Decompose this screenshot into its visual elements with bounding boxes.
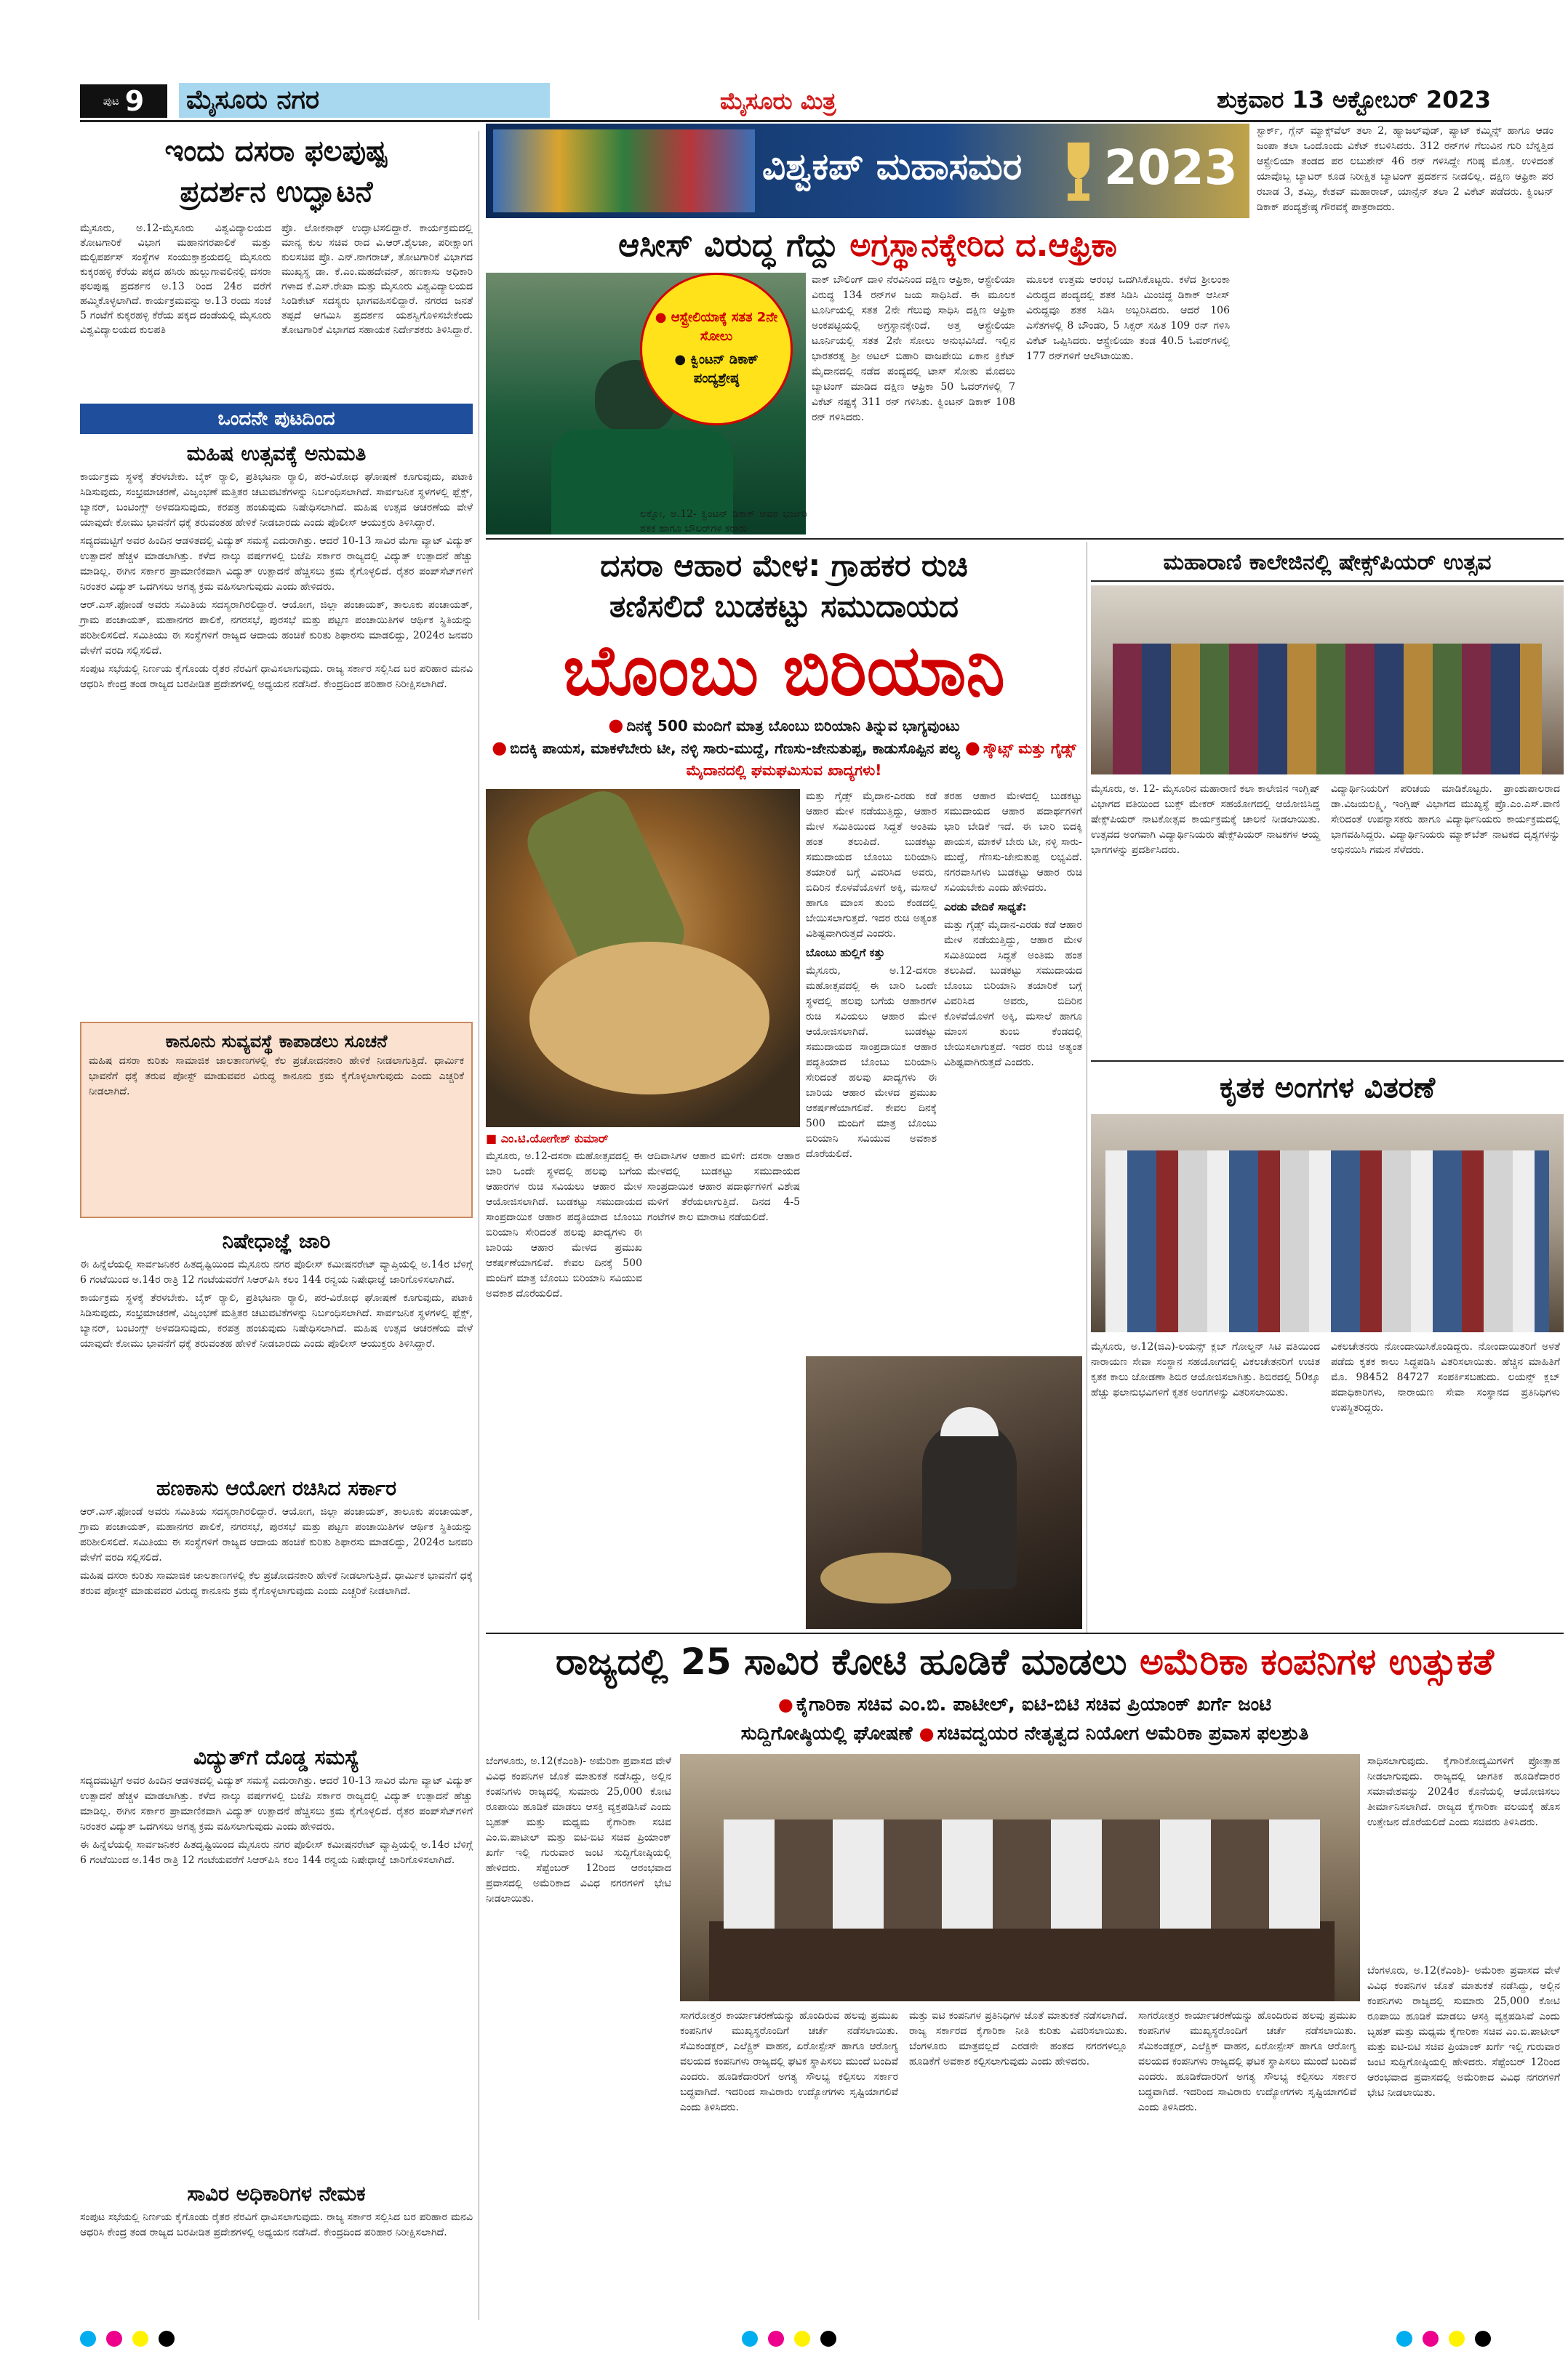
investment-col-3: ಮತ್ತು ಐಟಿ ಕಂಪನಿಗಳ ಪ್ರತಿನಿಧಿಗಳ ಜೊತೆ ಮಾತುಕತೆ ನಡೆಸಲಾಗಿದೆ. ರಾಜ್ಯ ಸರ್ಕಾರದ ಕೈಗಾರಿಕಾ ನೀತಿ ಕುರಿತು ವಿವರಿಸಲಾಯಿತು. ಬೆಂಗಳೂರು ಮಾತ್ರವಲ್ಲದೆ ಎರಡನೇ ಹಂತದ ನಗರಗಳಲ್ಲೂ ಹೂಡಿಕೆಗೆ ಅವಕಾಶ ಕಲ್ಪಿಸಲಾಗುವುದು ಎಂದು ಹೇಳಿದರು. [909, 2010, 1127, 2067]
magenta-dot-icon [106, 2331, 122, 2347]
worldcup-col-2: ಮೂಲಕ ಉತ್ತಮ ಆರಂಭ ಒದಗಿಸಿಕೊಟ್ಟರು. ಕಳೆದ ಶ್ರೀಲಂಕಾ ವಿರುದ್ಧದ ಪಂದ್ಯದಲ್ಲಿ ಶತಕ ಸಿಡಿಸಿ ಮಿಂಚಿದ್ದ ಡಿಕಾಕ್ ಆಸೀಸ್ ವಿರುದ್ಧವೂ ಶತಕ ಸಿಡಿಸಿ ಅಬ್ಬರಿಸಿದರು. ಆದರೆ 106 ಎಸೆತಗಳಲ್ಲಿ 8 ಬೌಂಡರಿ, 5 ಸಿಕ್ಸರ್ ಸಹಿತ 109 ರನ್ ಗಳಿಸಿ ವಿಕೆಟ್ ಒಪ್ಪಿಸಿದರು. ಆಸ್ಟ್ರೇಲಿಯಾ ತಂಡ 40.5 ಓವರ್‌ಗಳಲ್ಲಿ 177 ರನ್‌ಗಳಿಗೆ ಆಲೌಟಾಯಿತು. [1026, 274, 1230, 362]
shakespeare-col-1: ಮೈಸೂರು, ಅ. 12- ಮೈಸೂರಿನ ಮಹಾರಾಣಿ ಕಲಾ ಕಾಲೇಜಿನ ಇಂಗ್ಲಿಷ್ ವಿಭಾಗದ ವತಿಯಿಂದ ಬುಕ್ಸ್ ಮೇಕರ್ ಸಹಯೋಗದಲ್ಲಿ ಆಯೋಜಿಸಿದ್ದ ಷೇಕ್ಸ್‌ಪಿಯರ್ ನಾಟಕೋತ್ಸವ ಕಾರ್ಯಕ್ರಮಕ್ಕೆ ಚಾಲನೆ ನೀಡಲಾಯಿತು. ಉತ್ಸವದ ಅಂಗವಾಗಿ ವಿದ್ಯಾರ್ಥಿನಿಯರು ಷೇಕ್ಸ್‌ಪಿಯರ್ ನಾಟಕಗಳ ಆಯ್ದ ಭಾಗಗಳನ್ನು ಪ್ರದರ್ಶಿಸಿದರು. [1091, 783, 1320, 856]
biryani-article [486, 545, 1082, 781]
power-body-extra: ಈ ಹಿನ್ನೆಲೆಯಲ್ಲಿ ಸಾರ್ವಜನಿಕರ ಹಿತದೃಷ್ಟಿಯಿಂದ ಮೈಸೂರು ನಗರ ಪೊಲೀಸ್ ಕಮೀಷನರೇಟ್ ವ್ಯಾಪ್ತಿಯಲ್ಲಿ ಅ.14ರ ಬೆಳಿಗ್ಗೆ 6 ಗಂಟೆಯಿಂದ ಅ.14ರ ರಾತ್ರಿ 12 ಗಂಟೆಯವರೆಗೆ ಸಿಆರ್‌ಪಿಸಿ ಕಲಂ 144 ರನ್ವಯ ನಿಷೇಧಾಜ್ಞೆ ಜಾರಿಗೊಳಿಸಲಾಗಿದೆ. [80, 1839, 473, 1866]
bullet-icon: ● [964, 737, 980, 758]
investment-col-1: ಬೆಂಗಳೂರು, ಅ.12(ಕೆಎಂಶಿ)- ಅಮೆರಿಕಾ ಪ್ರವಾಸದ ವೇಳೆ ವಿವಿಧ ಕಂಪನಿಗಳ ಜೊತೆ ಮಾತುಕತೆ ನಡೆಸಿದ್ದು, ಅಲ್ಲಿನ ಕಂಪನಿಗಳು ರಾಜ್ಯದಲ್ಲಿ ಸುಮಾರು 25,000 ಕೋಟಿ ರೂಪಾಯಿ ಹೂಡಿಕೆ ಮಾಡಲು ಆಸಕ್ತಿ ವ್ಯಕ್ತಪಡಿಸಿವೆ ಎಂದು ಬೃಹತ್ ಮತ್ತು ಮಧ್ಯಮ ಕೈಗಾರಿಕಾ ಸಚಿವ ಎಂ.ಬಿ.ಪಾಟೀಲ್ ಮತ್ತು ಐಟಿ-ಬಿಟಿ ಸಚಿವ ಪ್ರಿಯಾಂಕ್ ಖರ್ಗೆ ಇಲ್ಲಿ ಗುರುವಾರ ಜಂಟಿ ಸುದ್ದಿಗೋಷ್ಠಿಯಲ್ಲಿ ಹೇಳಿದರು. ಸೆಪ್ಟೆಂಬರ್ 12ರಿಂದ ಆರಂಭವಾದ ಪ್ರವಾಸದಲ್ಲಿ ಅಮೆರಿಕಾದ ವಿವಿಧ ನಗರಗಳಿಗೆ ಭೇಟಿ ನೀಡಲಾಯಿತು. [486, 1756, 671, 1905]
calendar-col-2: ವಿಕಲಚೇತನರು ನೋಂದಾಯಿಸಿಕೊಂಡಿದ್ದರು. ನೋಂದಾಯಿತರಿಗೆ ಅಳತೆ ಪಡೆದು ಕೃತಕ ಕಾಲು ಸಿದ್ಧಪಡಿಸಿ ವಿತರಿಸಲಾಯಿತು. ಹೆಚ್ಚಿನ ಮಾಹಿತಿಗೆ ಮೊ. 98452 84727 ಸಂಪರ್ಕಿಸಬಹುದು. ಲಯನ್ಸ್ ಕ್ಲಬ್ ಪದಾಧಿಕಾರಿಗಳು, ನಾರಾಯಣ ಸೇವಾ ಸಂಸ್ಥಾನದ ಪ್ರತಿನಿಧಿಗಳು ಉಪಸ್ಥಿತರಿದ್ದರು. [1331, 1341, 1560, 1414]
group-standing [1105, 1150, 1549, 1332]
masthead [80, 81, 1491, 122]
mahisha-body-2: ಸದ್ಯದಮಟ್ಟಿಗೆ ಅವರ ಹಿಂದಿನ ಆಡಳಿತದಲ್ಲಿ ವಿದ್ಯುತ್ ಸಮಸ್ಯೆ ಎದುರಾಗಿತ್ತು. ಆದರೆ 10-13 ಸಾವಿರ ಮೆಗಾ ವ್ಯಾಟ್ ವಿದ್ಯುತ್ ಉತ್ಪಾದನೆ ಹೆಚ್ಚಳ ಮಾಡಲಾಗಿತ್ತು. ಕಳೆದ ನಾಲ್ಕು ವರ್ಷಗಳಲ್ಲಿ ಬಿಜೆಪಿ ಸರ್ಕಾರ ರಾಜ್ಯದಲ್ಲಿ ವಿದ್ಯುತ್ ಉತ್ಪಾದನೆ ಹೆಚ್ಚು ಮಾಡಿಲ್ಲ. ಈಗಿನ ಸರ್ಕಾರ ಪ್ರಾಮಾಣಿಕವಾಗಿ ವಿದ್ಯುತ್ ಉತ್ಪಾದನೆ ಹೆಚ್ಚಿಸಲು ಕ್ರಮ ಕೈಗೊಳ್ಳಲಿದೆ. ರೈತರ ಪಂಪ್‌ಸೆಟ್‌ಗಳಿಗೆ ನಿರಂತರ ವಿದ್ಯುತ್ ಒದಗಿಸಲು ಅಗತ್ಯ ಕ್ರಮ ವಹಿಸಲಾಗುವುದು ಎಂದು ಹೇಳಿದರು. [80, 535, 473, 593]
biryani-col-1b: ಆದಿವಾಸಿಗಳ ಆಹಾರ ಮಳಿಗೆ: ದಸರಾ ಆಹಾರ ಮೇಳದಲ್ಲಿ ಬುಡಕಟ್ಟು ಸಮುದಾಯದ ಸಾಂಪ್ರದಾಯಿಕ ಆಹಾರ ಪದಾರ್ಥಗಳಿಗೆ ವಿಶೇಷ ಮಳಿಗೆ ತೆರೆಯಲಾಗುತ್ತಿದೆ. ದಿನದ 4-5 ಗಂಟೆಗಳ ಕಾಲ ಮಾರಾಟ ನಡೆಯಲಿದೆ. [647, 1150, 800, 1223]
investment-headline-black: ರಾಜ್ಯದಲ್ಲಿ 25 ಸಾವಿರ ಕೋಟಿ ಹೂಡಿಕೆ ಮಾಡಲು [555, 1641, 1127, 1683]
cyan-dot-icon [742, 2331, 758, 2347]
section-title: ಮೈಸೂರು ನಗರ [179, 83, 550, 118]
calendar-photo [1091, 1114, 1564, 1332]
biryani-sub-1 [486, 714, 1082, 737]
worldcup-col-3: ಸ್ಟಾರ್ಕ್, ಗ್ಲೆನ್ ಮ್ಯಾಕ್ಸ್‌ವೆಲ್ ತಲಾ 2, ಹ್ಯಾಜಲ್‌ವುಡ್, ಪ್ಯಾಟ್ ಕಮ್ಮಿನ್ಸ್ ಹಾಗೂ ಆಡಂ ಜಂಪಾ ತಲಾ ಒಂದೊಂದು ವಿಕೆಟ್ ಕಬಳಿಸಿದರು. 312 ರನ್‌ಗಳ ಗೆಲುವಿನ ಗುರಿ ಬೆನ್ನತ್ತಿದ ಆಸ್ಟ್ರೇಲಿಯಾ ತಂಡದ ಪರ ಲಬುಶೇನ್ 46 ರನ್ ಗಳಿಸಿದ್ದೇ ಗರಿಷ್ಠ ಮೊತ್ತ. ಉಳಿದಂತೆ ಯಾವೊಬ್ಬ ಬ್ಯಾಟರ್ ಕೂಡ ನಿರೀಕ್ಷಿತ ಬ್ಯಾಟಿಂಗ್ ಪ್ರದರ್ಶನ ನೀಡಲಿಲ್ಲ. ದಕ್ಷಿಣ ಆಫ್ರಿಕಾ ಪರ ರಬಾಡ 3, ಶಮ್ಸಿ, ಕೇಶವ್ ಮಹಾರಾಜ್, ಯಾನ್ಸೆನ್ ತಲಾ 2 ವಿಕೆಟ್ ಪಡೆದರು. ಕ್ವಿಂಟನ್ ಡಿಕಾಕ್ ಪಂದ್ಯಶ್ರೇಷ್ಠ ಗೌರವಕ್ಕೆ ಪಾತ್ರರಾದರು. [1257, 125, 1553, 213]
investment-sub-1 [486, 1691, 1564, 1718]
biryani-col-3-block [944, 789, 1082, 1070]
bullet-icon: ● [777, 1694, 793, 1715]
flower-body-2: ಪ್ರೊ. ಲೋಕನಾಥ್ ಉದ್ಘಾಟಿಸಲಿದ್ದಾರೆ. ಕಾರ್ಯಕ್ರಮದಲ್ಲಿ ಮಾನ್ಯ ಕುಲ ಸಚಿವ ರಾದ ವಿ.ಆರ್.ಶೈಲಜಾ, ಪರೀಕ್ಷಾಂಗ ಕುಲಸಚಿವ ಪ್ರೊ. ಎನ್.ನಾಗರಾಜ್, ತೋಟಗಾರಿಕೆ ವಿಭಾಗದ ಮುಖ್ಯಸ್ಥ ಡಾ. ಕೆ.ಎಂ.ಮಹದೇವನ್, ಹಣಕಾಸು ಅಧಿಕಾರಿ ಗಳಾದ ಕೆ.ಎಸ್.ರೇಖಾ ಮತ್ತು ಮೈಸೂರು ವಿಶ್ವವಿದ್ಯಾಲಯದ ಸಿಂಡಿಕೇಟ್ ಸದಸ್ಯರು ಭಾಗವಹಿಸಲಿದ್ದಾರೆ. ನಗರದ ಜನತೆ ತಪ್ಪದೆ ಆಗಮಿಸಿ ಪ್ರದರ್ಶನ ಯಶಸ್ವಿಗೊಳಿಸಬೇಕೆಂದು ತೋಟಗಾರಿಕೆ ವಿಭಾಗದ ಸಹಾಯಕ ನಿರ್ದೇಶಕರು ತಿಳಿಸಿದ್ದಾರೆ. [281, 223, 473, 336]
mahisha-body-4: ಸಂಪುಟ ಸಭೆಯಲ್ಲಿ ನಿರ್ಣಯ ಕೈಗೊಂಡು ರೈತರ ನೆರವಿಗೆ ಧಾವಿಸಲಾಗುವುದು. ರಾಜ್ಯ ಸರ್ಕಾರ ಸಲ್ಲಿಸಿದ ಬರ ಪರಿಹಾರ ಮನವಿ ಆಧರಿಸಿ ಕೇಂದ್ರ ತಂಡ ರಾಜ್ಯದ ಬರಪೀಡಿತ ಪ್ರದೇಶಗಳಲ್ಲಿ ಅಧ್ಯಯನ ನಡೆಸಿದೆ. ಕೇಂದ್ರದಿಂದ ಪರಿಹಾರ ನಿರೀಕ್ಷಿಸಲಾಗಿದೆ. [80, 663, 473, 690]
mahisha-article [80, 438, 473, 692]
law-box [80, 1022, 473, 1218]
ministers-row [724, 1819, 1320, 1929]
biryani-headline-2: ತಣಿಸಲಿದೆ ಬುಡಕಟ್ಟು ಸಮುದಾಯದ [609, 588, 959, 624]
investment-sub-3-text: ಸಚಿವದ್ವಯರ ನೇತೃತ್ವದ ನಿಯೋಗ ಅಮೆರಿಕಾ ಪ್ರವಾಸ ಫಲಶ್ರುತಿ [937, 1723, 1309, 1745]
investment-col-3b: ಸಾಗರೋತ್ತರ ಕಾರ್ಯಾಚರಣೆಯನ್ನು ಹೊಂದಿರುವ ಹಲವು ಪ್ರಮುಖ ಕಂಪನಿಗಳ ಮುಖ್ಯಸ್ಥರೊಂದಿಗೆ ಚರ್ಚೆ ನಡೆಸಲಾಯಿತು. ಸೆಮಿಕಂಡಕ್ಟರ್, ಎಲೆಕ್ಟ್ರಿಕ್ ವಾಹನ, ಏರೋಸ್ಪೇಸ್ ಹಾಗೂ ಆರೋಗ್ಯ ವಲಯದ ಕಂಪನಿಗಳು ರಾಜ್ಯದಲ್ಲಿ ಘಟಕ ಸ್ಥಾಪಿಸಲು ಮುಂದೆ ಬಂದಿವೆ ಎಂದರು. ಹೂಡಿಕೆದಾರರಿಗೆ ಅಗತ್ಯ ಸೌಲಭ್ಯ ಕಲ್ಪಿಸಲು ಸರ್ಕಾರ ಬದ್ಧವಾಗಿದೆ. ಇದರಿಂದ ಸಾವಿರಾರು ಉದ್ಯೋಗಗಳು ಸೃಷ್ಟಿಯಾಗಲಿವೆ ಎಂದು ತಿಳಿಸಿದರು. [1138, 2010, 1356, 2113]
biryani-col-3: ತರಹ ಆಹಾರ ಮೇಳದಲ್ಲಿ ಬುಡಕಟ್ಟು ಸಮುದಾಯದ ಆಹಾರ ಪದಾರ್ಥಗಳಿಗೆ ಭಾರಿ ಬೇಡಿಕೆ ಇದೆ. ಈ ಬಾರಿ ಬಿದಕ್ಕಿ ಪಾಯಸ, ಮಾಕಳೆ ಬೇರು ಟೀ, ನಳ್ಳಿ ಸಾರು-ಮುದ್ದೆ, ಗೆಣಸು-ಜೇನುತುಪ್ಪ ಲಭ್ಯವಿದೆ. ನಗರವಾಸಿಗಳು ಬುಡಕಟ್ಟು ಆಹಾರ ರುಚಿ ಸವಿಯಬೇಕು ಎಂದು ಹೇಳಿದರು. [944, 790, 1082, 894]
bamboo-biryani-photo [486, 789, 800, 1127]
biryani-col-2-more: ಮೈಸೂರು, ಅ.12-ದಸರಾ ಮಹೋತ್ಸವದಲ್ಲಿ ಈ ಬಾರಿ ಒಂದೇ ಸ್ಥಳದಲ್ಲಿ ಹಲವು ಬಗೆಯ ಆಹಾರಗಳ ರುಚಿ ಸವಿಯಲು ಆಹಾರ ಮೇಳ ಆಯೋಜಿಸಲಾಗಿದೆ. ಬುಡಕಟ್ಟು ಸಮುದಾಯದ ಸಾಂಪ್ರದಾಯಿಕ ಆಹಾರ ಪದ್ಧತಿಯಾದ ಬೊಂಬು ಬಿರಿಯಾನಿ ಸೇರಿದಂತೆ ಹಲವು ಖಾದ್ಯಗಳು ಈ ಬಾರಿಯ ಆಹಾರ ಮೇಳದ ಪ್ರಮುಖ ಆಕರ್ಷಣೆಯಾಗಲಿವೆ. ಕೇವಲ ದಿನಕ್ಕೆ 500 ಮಂದಿಗೆ ಮಾತ್ರ ಬೊಂಬು ಬಿರಿಯಾನಿ ಸವಿಯುವ ಅವಕಾಶ ದೊರೆಯಲಿದೆ. [806, 965, 937, 1160]
biryani-col-2-sub: ಬೊಂಬು ಹುಲ್ಲಿಗೆ ಕತ್ತು [806, 946, 885, 959]
mahisha-body-3: ಆರ್.ಎಸ್.ಫೋಂಡೆ ಅವರು ಸಮಿತಿಯ ಸದಸ್ಯರಾಗಿರಲಿದ್ದಾರೆ. ಆಯೋಗ, ಜಿಲ್ಲಾ ಪಂಚಾಯತ್, ತಾಲೂಕು ಪಂಚಾಯತ್, ಗ್ರಾಮ ಪಂಚಾಯತ್, ಮಹಾನಗರ ಪಾಲಿಕೆ, ನಗರಸಭೆ, ಪುರಸಭೆ ಮತ್ತು ಪಟ್ಟಣ ಪಂಚಾಯಿತಿಗಳ ಆರ್ಥಿಕ ಸ್ಥಿತಿಯನ್ನು ಪರಿಶೀಲಿಸಲಿದೆ. ಸಮಿತಿಯು ಈ ಸಂಸ್ಥೆಗಳಿಗೆ ರಾಜ್ಯದ ಆದಾಯ ಹಂಚಿಕೆ ಕುರಿತು ಶಿಫಾರಸು ಮಾಡಲಿದ್ದು, 2024ರ ಜನವರಿ ವೇಳೆಗೆ ವರದಿ ಸಲ್ಲಿಸಲಿದೆ. [80, 599, 473, 657]
registration-marks-left [80, 2331, 185, 2347]
investment-sub-2-text: ಸುದ್ದಿಗೋಷ್ಠಿಯಲ್ಲಿ ಘೋಷಣೆ [740, 1723, 913, 1745]
investment-headline [486, 1638, 1564, 1686]
paper-name: ಮೈಸೂರು ಮಿತ್ರ [720, 87, 836, 115]
investment-col-2: ಸಾಗರೋತ್ತರ ಕಾರ್ಯಾಚರಣೆಯನ್ನು ಹೊಂದಿರುವ ಹಲವು ಪ್ರಮುಖ ಕಂಪನಿಗಳ ಮುಖ್ಯಸ್ಥರೊಂದಿಗೆ ಚರ್ಚೆ ನಡೆಸಲಾಯಿತು. ಸೆಮಿಕಂಡಕ್ಟರ್, ಎಲೆಕ್ಟ್ರಿಕ್ ವಾಹನ, ಏರೋಸ್ಪೇಸ್ ಹಾಗೂ ಆರೋಗ್ಯ ವಲಯದ ಕಂಪನಿಗಳು ರಾಜ್ಯದಲ್ಲಿ ಘಟಕ ಸ್ಥಾಪಿಸಲು ಮುಂದೆ ಬಂದಿವೆ ಎಂದರು. ಹೂಡಿಕೆದಾರರಿಗೆ ಅಗತ್ಯ ಸೌಲಭ್ಯ ಕಲ್ಪಿಸಲು ಸರ್ಕಾರ ಬದ್ಧವಾಗಿದೆ. ಇದರಿಂದ ಸಾವಿರಾರು ಉದ್ಯೋಗಗಳು ಸೃಷ್ಟಿಯಾಗಲಿವೆ ಎಂದು ತಿಳಿಸಿದರು. [680, 2010, 898, 2113]
biryani-sub-1-text: ದಿನಕ್ಕೆ 500 ಮಂದಿಗೆ ಮಾತ್ರ ಬೊಂಬು ಬಿರಿಯಾನಿ ತಿನ್ನುವ ಭಾಗ್ಯವುಂಟು [626, 717, 960, 734]
worldcup-col-1: ವಾಕ್ ಬೌಲಿಂಗ್ ದಾಳಿ ನೆರವಿನಿಂದ ದಕ್ಷಿಣ ಆಫ್ರಿಕಾ, ಆಸ್ಟ್ರೇಲಿಯಾ ವಿರುದ್ಧ 134 ರನ್‌ಗಳ ಜಯ ಸಾಧಿಸಿದೆ. ಈ ಮೂಲಕ ಟೂರ್ನಿಯಲ್ಲಿ ಸತತ 2ನೇ ಗೆಲುವು ಸಾಧಿಸಿ ದಕ್ಷಿಣ ಆಫ್ರಿಕಾ ಅಂಕಪಟ್ಟಿಯಲ್ಲಿ ಅಗ್ರಸ್ಥಾನಕ್ಕೇರಿದೆ. ಅತ್ತ ಆಸ್ಟ್ರೇಲಿಯಾ ಟೂರ್ನಿಯಲ್ಲಿ ಸತತ 2ನೇ ಸೋಲು ಅನುಭವಿಸಿದೆ. ಇಲ್ಲಿನ ಭಾರತರತ್ನ ಶ್ರೀ ಅಟಲ್ ಬಿಹಾರಿ ವಾಜಪೇಯಿ ಏಕಾನ ಕ್ರಿಕೆಟ್ ಮೈದಾನದಲ್ಲಿ ನಡೆದ ಪಂದ್ಯದಲ್ಲಿ ಟಾಸ್ ಸೋತು ಮೊದಲು ಬ್ಯಾಟಿಂಗ್ ಮಾಡಿದ ದಕ್ಷಿಣ ಆಫ್ರಿಕಾ 50 ಓವರ್‌ಗಳಲ್ಲಿ 7 ವಿಕೆಟ್ ನಷ್ಟಕ್ಕೆ 311 ರನ್ ಗಳಿಸಿತು. ಕ್ವಿಂಟನ್ ಡಿಕಾಕ್ 108 ರನ್ ಗಳಿಸಿದರು. [812, 274, 1015, 423]
investment-sub-1-text: ಕೈಗಾರಿಕಾ ಸಚಿವ ಎಂ.ಬಿ. ಪಾಟೀಲ್, ಐಟಿ-ಬಿಟಿ ಸಚಿವ ಪ್ರಿಯಾಂಕ್ ಖರ್ಗೆ ಜಂಟಿ [796, 1694, 1272, 1716]
finance-title: ಹಣಕಾಸು ಆಯೋಗ ರಚಿಸಿದ ಸರ್ಕಾರ [156, 1476, 397, 1500]
magenta-dot-icon [1423, 2331, 1439, 2347]
power-article [80, 1742, 473, 1868]
worldcup-caption: ಲಕ್ನೋ, ಅ.12- ಕ್ವಿಂಟನ್ ಡಿಕಾಕ್ ಅವರ ಭರ್ಜರಿ ಶತಕ ಹಾಗೂ ಬೌಲರ್‌ಗಳ ಕರಾರು [640, 508, 807, 535]
biryani-sub-2 [486, 737, 1082, 781]
worldcup-banner [486, 124, 1249, 218]
flower-headline-1: ಇಂದು ದಸರಾ ಫಲಪುಷ್ಪ [164, 135, 388, 168]
shakespeare-headline: ಮಹಾರಾಣಿ ಕಾಲೇಜಿನಲ್ಲಿ ಷೇಕ್ಸ್‌ಪಿಯರ್ ಉತ್ಸವ [1091, 545, 1564, 582]
biryani-sub-2-text: ಬಿದಕ್ಕಿ ಪಾಯಸ, ಮಾಕಳೆಬೇರು ಟೀ, ನಳ್ಳಿ ಸಾರು-ಮುದ್ದೆ, ಗೆಣಸು-ಜೇನುತುಪ್ಪ, ಕಾಡುಸೊಪ್ಪಿನ ಪಲ್ಯ [510, 740, 960, 757]
worldcup-headline-red: ಅಗ್ರಸ್ಥಾನಕ್ಕೇರಿದ ದ.ಆಫ್ರಿಕಾ [849, 227, 1117, 264]
cyan-dot-icon [80, 2331, 96, 2347]
investment-headline-red: ಅಮೆರಿಕಾ ಕಂಪನಿಗಳ ಉತ್ಸುಕತೆ [1139, 1641, 1495, 1683]
cook-cap [940, 1407, 999, 1436]
page-number: 9 [124, 85, 145, 117]
investment-divider [486, 1633, 1564, 1634]
shakespeare-photo [1091, 585, 1564, 774]
finance-body: ಆರ್.ಎಸ್.ಫೋಂಡೆ ಅವರು ಸಮಿತಿಯ ಸದಸ್ಯರಾಗಿರಲಿದ್ದಾರೆ. ಆಯೋಗ, ಜಿಲ್ಲಾ ಪಂಚಾಯತ್, ತಾಲೂಕು ಪಂಚಾಯತ್, ಗ್ರಾಮ ಪಂಚಾಯತ್, ಮಹಾನಗರ ಪಾಲಿಕೆ, ನಗರಸಭೆ, ಪುರಸಭೆ ಮತ್ತು ಪಟ್ಟಣ ಪಂಚಾಯಿತಿಗಳ ಆರ್ಥಿಕ ಸ್ಥಿತಿಯನ್ನು ಪರಿಶೀಲಿಸಲಿದೆ. ಸಮಿತಿಯು ಈ ಸಂಸ್ಥೆಗಳಿಗೆ ರಾಜ್ಯದ ಆದಾಯ ಹಂಚಿಕೆ ಕುರಿತು ಶಿಫಾರಸು ಮಾಡಲಿದ್ದು, 2024ರ ಜನವರಿ ವೇಳೆಗೆ ವರದಿ ಸಲ್ಲಿಸಲಿದೆ. [80, 1506, 473, 1564]
calendar-col-1: ಮೈಸೂರು, ಅ.12(ಜಿಎ)-ಲಯನ್ಸ್ ಕ್ಲಬ್ ಗೋಲ್ಡನ್ ಸಿಟಿ ವತಿಯಿಂದ ನಾರಾಯಣ ಸೇವಾ ಸಂಸ್ಥಾನ ಸಹಯೋಗದಲ್ಲಿ ವಿಕಲಚೇತನರಿಗೆ ಉಚಿತ ಕೃತಕ ಕಾಲು ಜೋಡಣಾ ಶಿಬಿರ ಆಯೋಜಿಸಲಾಗಿತ್ತು. ಶಿಬಿರದಲ್ಲಿ 50ಕ್ಕೂ ಹೆಚ್ಚು ಫಲಾನುಭವಿಗಳಿಗೆ ಕೃತಕ ಅಂಗಗಳನ್ನು ವಿತರಿಸಲಾಯಿತು. [1091, 1341, 1320, 1398]
rice-pile [529, 942, 769, 1094]
press-table [709, 1921, 1335, 2001]
officers-body: ಸಂಪುಟ ಸಭೆಯಲ್ಲಿ ನಿರ್ಣಯ ಕೈಗೊಂಡು ರೈತರ ನೆರವಿಗೆ ಧಾವಿಸಲಾಗುವುದು. ರಾಜ್ಯ ಸರ್ಕಾರ ಸಲ್ಲಿಸಿದ ಬರ ಪರಿಹಾರ ಮನವಿ ಆಧರಿಸಿ ಕೇಂದ್ರ ತಂಡ ರಾಜ್ಯದ ಬರಪೀಡಿತ ಪ್ರದೇಶಗಳಲ್ಲಿ ಅಧ್ಯಯನ ನಡೆಸಿದೆ. ಕೇಂದ್ರದಿಂದ ಪರಿಹಾರ ನಿರೀಕ್ಷಿಸಲಾಗಿದೆ. [80, 2211, 473, 2238]
biryani-headline-1: ದಸರಾ ಆಹಾರ ಮೇಳ: ಗ್ರಾಹಕರ ರುಚಿ [600, 548, 968, 583]
yellow-dot-icon [794, 2331, 810, 2347]
prohibition-body: ಈ ಹಿನ್ನೆಲೆಯಲ್ಲಿ ಸಾರ್ವಜನಿಕರ ಹಿತದೃಷ್ಟಿಯಿಂದ ಮೈಸೂರು ನಗರ ಪೊಲೀಸ್ ಕಮೀಷನರೇಟ್ ವ್ಯಾಪ್ತಿಯಲ್ಲಿ ಅ.14ರ ಬೆಳಿಗ್ಗೆ 6 ಗಂಟೆಯಿಂದ ಅ.14ರ ರಾತ್ರಿ 12 ಗಂಟೆಯವರೆಗೆ ಸಿಆರ್‌ಪಿಸಿ ಕಲಂ 144 ರನ್ವಯ ನಿಷೇಧಾಜ್ಞೆ ಜಾರಿಗೊಳಿಸಲಾಗಿದೆ. [80, 1259, 473, 1286]
trophy-icon [1060, 135, 1097, 208]
prohibition-article [80, 1225, 473, 1352]
worldcup-banner-title: ವಿಶ್ವಕಪ್ ಮಹಾಸಮರ [762, 145, 1023, 188]
page-badge [80, 84, 167, 118]
shakespeare-article [1091, 545, 1564, 582]
biryani-col-3-sub: ಎರಡು ವೇದಿಕೆ ಸಾಧ್ಯತೆ: [944, 900, 1027, 913]
yellow-dot-icon [132, 2331, 148, 2347]
biryani-col-2-block [806, 789, 937, 1162]
calendar-divider [1091, 1060, 1564, 1062]
finance-body-extra: ಮಹಿಷ ದಸರಾ ಕುರಿತು ಸಾಮಾಜಿಕ ಜಾಲತಾಣಗಳಲ್ಲಿ ಕೆಲ ಪ್ರಚೋದನಕಾರಿ ಹೇಳಿಕೆ ನೀಡಲಾಗುತ್ತಿದೆ. ಧಾರ್ಮಿಕ ಭಾವನೆಗೆ ಧಕ್ಕೆ ತರುವ ಪೋಸ್ಟ್ ಮಾಡುವವರ ವಿರುದ್ಧ ಕಾನೂನು ಕ್ರಮ ಕೈಗೊಳ್ಳಲಾಗುವುದು ಎಂದು ಎಚ್ಚರಿಕೆ ನೀಡಲಾಗಿದೆ. [80, 1570, 473, 1597]
worldcup-headline [486, 224, 1249, 268]
mahisha-body: ಕಾರ್ಯಕ್ರಮ ಸ್ಥಳಕ್ಕೆ ತೆರಳಬೇಕು. ಬೈಕ್ ರ್‍ಯಾಲಿ, ಪ್ರತಿಭಟನಾ ರ್‍ಯಾಲಿ, ಪರ-ವಿರೋಧ ಘೋಷಣೆ ಕೂಗುವುದು, ಪಟಾಕಿ ಸಿಡಿಸುವುದು, ಸಂಭ್ರಮಾಚರಣೆ, ವಿಜೃಂಭಣೆ ಮತ್ತಿತರ ಚಟುವಟಿಕೆಗಳನ್ನು ನಿರ್ಬಂಧಿಸಲಾಗಿದೆ. ಸಾರ್ವಜನಿಕ ಸ್ಥಳಗಳಲ್ಲಿ ಫ್ಲೆಕ್ಸ್, ಬ್ಯಾನರ್, ಬಂಟಿಂಗ್ಸ್ ಅಳವಡಿಸುವುದು, ಕರಪತ್ರ ಹಂಚುವುದು ನಿಷೇಧಿಸಲಾಗಿದೆ. ಮಹಿಷ ಉತ್ಸವ ಆಚರಣೆಯ ವೇಳೆ ಯಾವುದೇ ಕೋಮು ಭಾವನೆಗೆ ಧಕ್ಕೆ ತರುವಂತಹ ಹೇಳಿಕೆ ನೀಡಬಾರದು ಎಂದು ಪೊಲೀಸ್ ಆಯುಕ್ತರು ತಿಳಿಸಿದ್ದಾರೆ. [80, 471, 473, 529]
press-meet-photo [680, 1754, 1360, 2001]
worldcup-headline-black: ಆಸೀಸ್ ವಿರುದ್ಧ ಗೆದ್ದು [618, 227, 839, 264]
biryani-col-3-more: ಮತ್ತು ಗೈಡ್ಸ್ ಮೈದಾನ-ಎರಡು ಕಡೆ ಆಹಾರ ಮೇಳ ನಡೆಯುತ್ತಿದ್ದು, ಆಹಾರ ಮೇಳ ಸಮಿತಿಯಿಂದ ಸಿದ್ಧತೆ ಅಂತಿಮ ಹಂತ ತಲುಪಿದೆ. ಬುಡಕಟ್ಟು ಸಮುದಾಯದ ಬೊಂಬು ಬಿರಿಯಾನಿ ತಯಾರಿಕೆ ಬಗ್ಗೆ ವಿವರಿಸಿದ ಅವರು, ಬಿದಿರಿನ ಕೊಳವೆಯೊಳಗೆ ಅಕ್ಕಿ, ಮಸಾಲೆ ಹಾಗೂ ಮಾಂಸ ತುಂಬಿ ಕೆಂಡದಲ್ಲಿ ಬೇಯಿಸಲಾಗುತ್ತದೆ. ಇದರ ರುಚಿ ಅತ್ಯಂತ ವಿಶಿಷ್ಟವಾಗಿರುತ್ತದೆ ಎಂದರು. [944, 919, 1082, 1068]
black-dot-icon [820, 2331, 836, 2347]
law-box-body: ಮಹಿಷ ದಸರಾ ಕುರಿತು ಸಾಮಾಜಿಕ ಜಾಲತಾಣಗಳಲ್ಲಿ ಕೆಲ ಪ್ರಚೋದನಕಾರಿ ಹೇಳಿಕೆ ನೀಡಲಾಗುತ್ತಿದೆ. ಧಾರ್ಮಿಕ ಭಾವನೆಗೆ ಧಕ್ಕೆ ತರುವ ಪೋಸ್ಟ್ ಮಾಡುವವರ ವಿರುದ್ಧ ಕಾನೂನು ಕ್ರಮ ಕೈಗೊಳ್ಳಲಾಗುವುದು ಎಂದು ಎಚ್ಚರಿಕೆ ನೀಡಲಾಗಿದೆ. [89, 1055, 464, 1097]
shakespeare-col-2: ವಿದ್ಯಾರ್ಥಿನಿಯರಿಗೆ ಪರಿಚಯ ಮಾಡಿಕೊಟ್ಟರು. ಪ್ರಾಂಶುಪಾಲರಾದ ಡಾ.ವಿಜಯಲಕ್ಷ್ಮಿ, ಇಂಗ್ಲಿಷ್ ವಿಭಾಗದ ಮುಖ್ಯಸ್ಥೆ ಪ್ರೊ.ಎಂ.ಎಸ್.ವಾಣಿ ಸೇರಿದಂತೆ ಉಪನ್ಯಾಸಕರು ಹಾಗೂ ವಿದ್ಯಾರ್ಥಿನಿಯರು ಕಾರ್ಯಕ್ರಮದಲ್ಲಿ ಭಾಗವಹಿಸಿದ್ದರು. ವಿದ್ಯಾರ್ಥಿನಿಯರು ಮ್ಯಾಕ್‌ಬೆತ್ ನಾಟಕದ ದೃಶ್ಯಗಳನ್ನು ಅಭಿನಯಿಸಿ ಗಮನ ಸೆಳೆದರು. [1331, 783, 1560, 856]
magenta-dot-icon [768, 2331, 784, 2347]
issue-date: ಶುಕ್ರವಾರ 13 ಅಕ್ಟೋಬರ್ 2023 [1217, 86, 1491, 113]
bullet-icon: ● [492, 737, 508, 758]
biryani-big-title: ಬೊಂಬು ಬಿರಿಯಾನಿ [563, 630, 1005, 711]
pan [820, 1553, 951, 1604]
cyan-dot-icon [1396, 2331, 1412, 2347]
black-dot-icon [1475, 2331, 1491, 2347]
prohibition-title: ನಿಷೇಧಾಜ್ಞೆ ಜಾರಿ [222, 1229, 331, 1253]
group-people [1113, 644, 1542, 774]
team-players-strip [493, 129, 755, 212]
front-page-banner: ಒಂದನೇ ಪುಟದಿಂದ [80, 404, 473, 434]
photo-credit: ■ ಎಂ.ಟಿ.ಯೋಗೇಶ್ ಕುಮಾರ್ [486, 1132, 609, 1145]
flower-show-article [80, 131, 473, 385]
law-box-title: ಕಾನೂನು ಸುವ್ಯವಸ್ಥೆ ಕಾಪಾಡಲು ಸೂಚನೆ [165, 1031, 388, 1052]
badge-line-2: ● ಕ್ವಿಂಟನ್ ಡಿಕಾಕ್ ಪಂದ್ಯಶ್ರೇಷ್ಠ [674, 352, 759, 386]
mahisha-title: ಮಹಿಷ ಉತ್ಸವಕ್ಕೆ ಅನುಮತಿ [186, 441, 367, 465]
prohibition-body-extra: ಕಾರ್ಯಕ್ರಮ ಸ್ಥಳಕ್ಕೆ ತೆರಳಬೇಕು. ಬೈಕ್ ರ್‍ಯಾಲಿ, ಪ್ರತಿಭಟನಾ ರ್‍ಯಾಲಿ, ಪರ-ವಿರೋಧ ಘೋಷಣೆ ಕೂಗುವುದು, ಪಟಾಕಿ ಸಿಡಿಸುವುದು, ಸಂಭ್ರಮಾಚರಣೆ, ವಿಜೃಂಭಣೆ ಮತ್ತಿತರ ಚಟುವಟಿಕೆಗಳನ್ನು ನಿರ್ಬಂಧಿಸಲಾಗಿದೆ. ಸಾರ್ವಜನಿಕ ಸ್ಥಳಗಳಲ್ಲಿ ಫ್ಲೆಕ್ಸ್, ಬ್ಯಾನರ್, ಬಂಟಿಂಗ್ಸ್ ಅಳವಡಿಸುವುದು, ಕರಪತ್ರ ಹಂಚುವುದು ನಿಷೇಧಿಸಲಾಗಿದೆ. ಮಹಿಷ ಉತ್ಸವ ಆಚರಣೆಯ ವೇಳೆ ಯಾವುದೇ ಕೋಮು ಭಾವನೆಗೆ ಧಕ್ಕೆ ತರುವಂತಹ ಹೇಳಿಕೆ ನೀಡಬಾರದು ಎಂದು ಪೊಲೀಸ್ ಆಯುಕ್ತರು ತಿಳಿಸಿದ್ದಾರೆ. [80, 1292, 473, 1350]
officers-article [80, 2178, 473, 2241]
registration-marks-center [742, 2331, 847, 2347]
black-dot-icon [159, 2331, 175, 2347]
flower-headline-2: ಪ್ರದರ್ಶನ ಉದ್ಘಾಟನೆ [180, 175, 373, 209]
power-body: ಸದ್ಯದಮಟ್ಟಿಗೆ ಅವರ ಹಿಂದಿನ ಆಡಳಿತದಲ್ಲಿ ವಿದ್ಯುತ್ ಸಮಸ್ಯೆ ಎದುರಾಗಿತ್ತು. ಆದರೆ 10-13 ಸಾವಿರ ಮೆಗಾ ವ್ಯಾಟ್ ವಿದ್ಯುತ್ ಉತ್ಪಾದನೆ ಹೆಚ್ಚಳ ಮಾಡಲಾಗಿತ್ತು. ಕಳೆದ ನಾಲ್ಕು ವರ್ಷಗಳಲ್ಲಿ ಬಿಜೆಪಿ ಸರ್ಕಾರ ರಾಜ್ಯದಲ್ಲಿ ವಿದ್ಯುತ್ ಉತ್ಪಾದನೆ ಹೆಚ್ಚು ಮಾಡಿಲ್ಲ. ಈಗಿನ ಸರ್ಕಾರ ಪ್ರಾಮಾಣಿಕವಾಗಿ ವಿದ್ಯುತ್ ಉತ್ಪಾದನೆ ಹೆಚ್ಚಿಸಲು ಕ್ರಮ ಕೈಗೊಳ್ಳಲಿದೆ. ರೈತರ ಪಂಪ್‌ಸೆಟ್‌ಗಳಿಗೆ ನಿರಂತರ ವಿದ್ಯುತ್ ಒದಗಿಸಲು ಅಗತ್ಯ ಕ್ರಮ ವಹಿಸಲಾಗುವುದು ಎಂದು ಹೇಳಿದರು. [80, 1775, 473, 1833]
officers-title: ಸಾವಿರ ಅಧಿಕಾರಿಗಳ ನೇಮಕ [187, 2182, 366, 2206]
finance-article [80, 1473, 473, 1599]
biryani-sub-2-red: ಸ್ಕೌಟ್ಸ್ ಮತ್ತು ಗೈಡ್ಸ್ ಮೈದಾನದಲ್ಲಿ ಘಮಘಮಿಸುವ ಖಾದ್ಯಗಳು! [686, 740, 1076, 779]
biryani-col-2: ಮತ್ತು ಗೈಡ್ಸ್ ಮೈದಾನ-ಎರಡು ಕಡೆ ಆಹಾರ ಮೇಳ ನಡೆಯುತ್ತಿದ್ದು, ಆಹಾರ ಮೇಳ ಸಮಿತಿಯಿಂದ ಸಿದ್ಧತೆ ಅಂತಿಮ ಹಂತ ತಲುಪಿದೆ. ಬುಡಕಟ್ಟು ಸಮುದಾಯದ ಬೊಂಬು ಬಿರಿಯಾನಿ ತಯಾರಿಕೆ ಬಗ್ಗೆ ವಿವರಿಸಿದ ಅವರು, ಬಿದಿರಿನ ಕೊಳವೆಯೊಳಗೆ ಅಕ್ಕಿ, ಮಸಾಲೆ ಹಾಗೂ ಮಾಂಸ ತುಂಬಿ ಕೆಂಡದಲ್ಲಿ ಬೇಯಿಸಲಾಗುತ್ತದೆ. ಇದರ ರುಚಿ ಅತ್ಯಂತ ವಿಶಿಷ್ಟವಾಗಿರುತ್ತದೆ ಎಂದರು. [806, 790, 937, 940]
investment-sub-2 [486, 1720, 1564, 1748]
worldcup-badge [640, 273, 793, 425]
calendar-headline: ಕೃತಕ ಅಂಗಗಳ ವಿತರಣೆ [1219, 1071, 1436, 1105]
cooking-photo [806, 1356, 1082, 1629]
flower-body-1: ಮೈಸೂರು, ಅ.12-ಮೈಸೂರು ವಿಶ್ವವಿದ್ಯಾಲಯದ ತೋಟಗಾರಿಕೆ ವಿಭಾಗ ಮಹಾನಗರಪಾಲಿಕೆ ಮತ್ತು ಮಲ್ಟಿಪರ್ಪಸ್ ಸಂಸ್ಥೆಗಳ ಸಂಯುಕ್ತಾಶ್ರಯದಲ್ಲಿ ಮೈಸೂರು ಕುಕ್ಕರಹಳ್ಳಿ ಕೆರೆಯ ಪಕ್ಕದ ಹಸಿರು ಹುಲ್ಲುಗಾವಲಿನಲ್ಲಿ ದಸರಾ ಫಲಪುಷ್ಪ ಪ್ರದರ್ಶನ ಅ.13 ರಿಂದ 24ರ ವರೆಗೆ ಹಮ್ಮಿಕೊಳ್ಳಲಾಗಿದೆ. ಕಾರ್ಯಕ್ರಮವನ್ನು ಅ.13 ರಂದು ಸಂಜೆ 5 ಗಂಟೆಗೆ ಕುಕ್ಕರಹಳ್ಳಿ ಕೆರೆಯ ಪಕ್ಕದ ದಂಡೆಯಲ್ಲಿ ಮೈಸೂರು ವಿಶ್ವವಿದ್ಯಾಲಯದ ಕುಲಪತಿ [80, 223, 271, 336]
page-label: ಪುಟ [103, 95, 119, 108]
registration-marks-right [1396, 2331, 1501, 2347]
mid-divider [486, 538, 1564, 540]
power-title: ವಿದ್ಯುತ್‌ಗೆ ದೊಡ್ಡ ಸಮಸ್ಯೆ [193, 1745, 359, 1769]
biryani-col-1: ಮೈಸೂರು, ಅ.12-ದಸರಾ ಮಹೋತ್ಸವದಲ್ಲಿ ಈ ಬಾರಿ ಒಂದೇ ಸ್ಥಳದಲ್ಲಿ ಹಲವು ಬಗೆಯ ಆಹಾರಗಳ ರುಚಿ ಸವಿಯಲು ಆಹಾರ ಮೇಳ ಆಯೋಜಿಸಲಾಗಿದೆ. ಬುಡಕಟ್ಟು ಸಮುದಾಯದ ಸಾಂಪ್ರದಾಯಿಕ ಆಹಾರ ಪದ್ಧತಿಯಾದ ಬೊಂಬು ಬಿರಿಯಾನಿ ಸೇರಿದಂತೆ ಹಲವು ಖಾದ್ಯಗಳು ಈ ಬಾರಿಯ ಆಹಾರ ಮೇಳದ ಪ್ರಮುಖ ಆಕರ್ಷಣೆಯಾಗಲಿವೆ. ಕೇವಲ ದಿನಕ್ಕೆ 500 ಮಂದಿಗೆ ಮಾತ್ರ ಬೊಂಬು ಬಿರಿಯಾನಿ ಸವಿಯುವ ಅವಕಾಶ ದೊರೆಯಲಿದೆ. [486, 1150, 642, 1300]
worldcup-banner-year: 2023 [1104, 140, 1238, 196]
investment-col-4b: ಬೆಂಗಳೂರು, ಅ.12(ಕೆಎಂಶಿ)- ಅಮೆರಿಕಾ ಪ್ರವಾಸದ ವೇಳೆ ವಿವಿಧ ಕಂಪನಿಗಳ ಜೊತೆ ಮಾತುಕತೆ ನಡೆಸಿದ್ದು, ಅಲ್ಲಿನ ಕಂಪನಿಗಳು ರಾಜ್ಯದಲ್ಲಿ ಸುಮಾರು 25,000 ಕೋಟಿ ರೂಪಾಯಿ ಹೂಡಿಕೆ ಮಾಡಲು ಆಸಕ್ತಿ ವ್ಯಕ್ತಪಡಿಸಿವೆ ಎಂದು ಬೃಹತ್ ಮತ್ತು ಮಧ್ಯಮ ಕೈಗಾರಿಕಾ ಸಚಿವ ಎಂ.ಬಿ.ಪಾಟೀಲ್ ಮತ್ತು ಐಟಿ-ಬಿಟಿ ಸಚಿವ ಪ್ರಿಯಾಂಕ್ ಖರ್ಗೆ ಇಲ್ಲಿ ಗುರುವಾರ ಜಂಟಿ ಸುದ್ದಿಗೋಷ್ಠಿಯಲ್ಲಿ ಹೇಳಿದರು. ಸೆಪ್ಟೆಂಬರ್ 12ರಿಂದ ಆರಂಭವಾದ ಪ್ರವಾಸದಲ್ಲಿ ಅಮೆರಿಕಾದ ವಿವಿಧ ನಗರಗಳಿಗೆ ಭೇಟಿ ನೀಡಲಾಯಿತು. [1367, 1965, 1560, 2099]
badge-line-1: ● ಆಸ್ಟ್ರೇಲಿಯಾಕ್ಕೆ ಸತತ 2ನೇ ಸೋಲು [655, 310, 778, 344]
yellow-dot-icon [1449, 2331, 1465, 2347]
bullet-icon: ● [919, 1724, 935, 1744]
investment-col-4: ಸಾಧಿಸಲಾಗುವುದು. ಕೈಗಾರಿಕೋದ್ಯಮಿಗಳಿಗೆ ಪ್ರೋತ್ಸಾಹ ನೀಡಲಾಗುವುದು. ರಾಜ್ಯದಲ್ಲಿ ಜಾಗತಿಕ ಹೂಡಿಕೆದಾರರ ಸಮಾವೇಶವನ್ನು 2024ರ ಕೊನೆಯಲ್ಲಿ ಆಯೋಜಿಸಲು ತೀರ್ಮಾನಿಸಲಾಗಿದೆ. ರಾಜ್ಯದ ಕೈಗಾರಿಕಾ ವಲಯಕ್ಕೆ ಹೊಸ ಉತ್ತೇಜನ ದೊರೆಯಲಿದೆ ಎಂದು ಸಚಿವರು ತಿಳಿಸಿದರು. [1367, 1756, 1560, 1828]
bullet-icon: ● [608, 715, 624, 735]
